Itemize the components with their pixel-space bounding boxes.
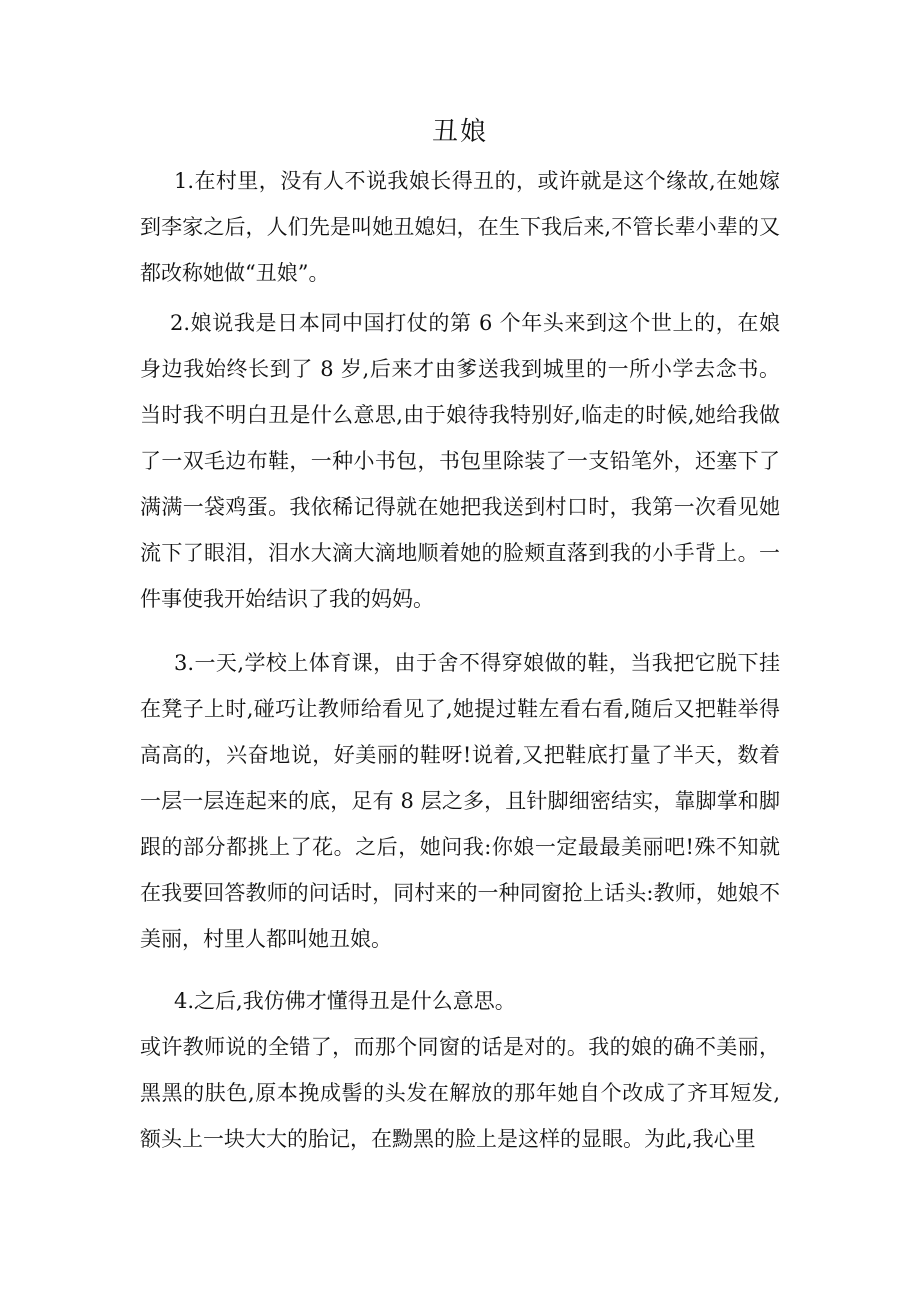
paragraph-2: 2.娘说我是日本同中国打仗的第 6 个年头来到这个世上的，在娘身边我始终长到了 8 岁,后来才由爹送我到城里的一所小学去念书。当时我不明白丑是什么意思,由于娘待我特别好,临走的时候,她给我做了一双毛边布鞋，一种小书包，书包里除装了一支铅笔外，还塞下了满满一袋鸡蛋。我依稀记得就在她把我送到村口时，我第一次看见她流下了眼泪，泪水大滴大滴地顺着她的脸颊直落到我的小手背上。一件事使我开始结识了我的妈妈。 [140,311,780,611]
document-title: 丑娘 [431,117,488,147]
paragraph-4: 4.之后,我仿佛才懂得丑是什么意思。 [174,989,516,1013]
paragraph-5: 或许教师说的全错了，而那个同窗的话是对的。我的娘的确不美丽，黑黑的肤色,原本挽成髻的头发在解放的那年她自个改成了齐耳短发,额头上一块大大的胎记，在黝黑的脸上是这样的显眼。为此,我心里 [140,1035,780,1151]
paragraph-1: 1.在村里，没有人不说我娘长得丑的，或许就是这个缘故,在她嫁到李家之后，人们先是叫她丑媳妇，在生下我后来,不管长辈小辈的又都改称她做“丑娘”。 [140,169,780,285]
paragraph-3: 3.一天,学校上体育课，由于舍不得穿娘做的鞋，当我把它脱下挂在凳子上时,碰巧让教师给看见了,她提过鞋左看右看,随后又把鞋举得高高的，兴奋地说，好美丽的鞋呀!说着,又把鞋底打量了半天，数着一层一层连起来的底，足有 8 层之多，且针脚细密结实，靠脚掌和脚跟的部分都挑上了花。之后，她问我:你娘一定最最美丽吧!殊不知就在我要回答教师的问话时，同村来的一种同窗抢上话头:教师，她娘不美丽，村里人都叫她丑娘。 [140,651,780,951]
